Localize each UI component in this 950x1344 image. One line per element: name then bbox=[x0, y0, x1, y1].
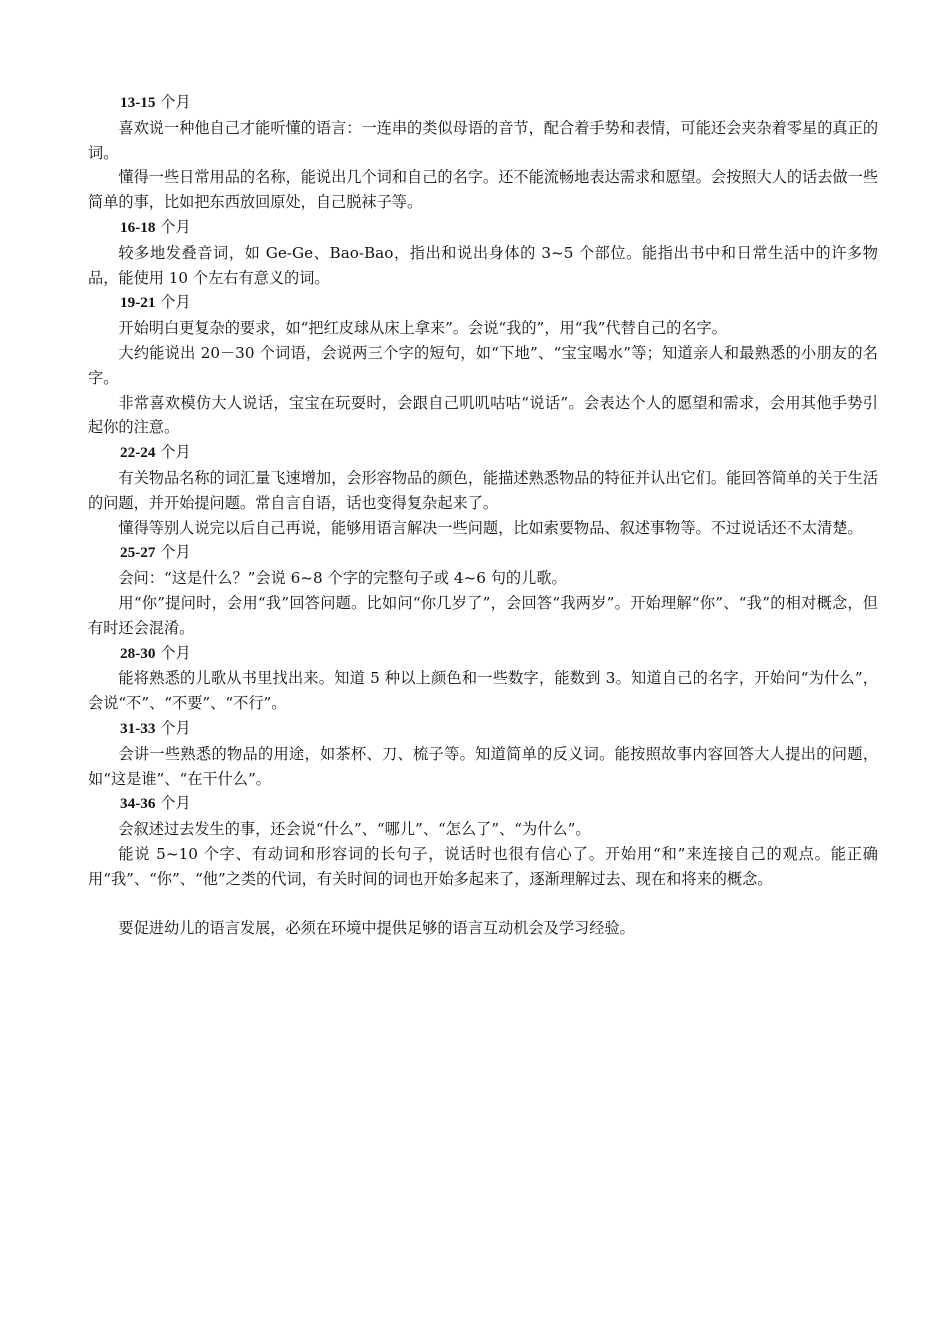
section-13-15 bbox=[88, 90, 878, 215]
paragraph: 能将熟悉的儿歌从书里找出来。知道 5 种以上颜色和一些数字，能数到 3。知道自己的名字，开始问“为什么”，会说“不”、“不要”、“不行”。 bbox=[88, 669, 878, 713]
age-range: 31-33 bbox=[120, 719, 156, 737]
section-heading bbox=[88, 215, 878, 241]
paragraph: 用“你”提问时，会用“我”回答问题。比如问“你几岁了”，会回答“我两岁”。开始理解“你”、“我”的相对概念，但有时还会混淆。 bbox=[88, 593, 878, 637]
section-heading bbox=[88, 716, 878, 742]
paragraph: 较多地发叠音词，如 Ge-Ge、Bao-Bao，指出和说出身体的 3~5 个部位。能指出书中和日常生活中的许多物品，能使用 10 个左右有意义的词。 bbox=[88, 243, 878, 287]
age-range: 22-24 bbox=[120, 444, 156, 462]
age-range: 28-30 bbox=[120, 644, 156, 662]
age-unit: 个月 bbox=[160, 718, 191, 737]
section-heading bbox=[88, 290, 878, 316]
age-range: 19-21 bbox=[120, 294, 156, 312]
paragraph: 有关物品名称的词汇量飞速增加，会形容物品的颜色，能描述熟悉物品的特征并认出它们。能回答简单的关于生活的问题，并开始提问题。常自言自语，话也变得复杂起来了。 bbox=[88, 468, 878, 512]
paragraph: 开始明白更复杂的要求，如“把红皮球从床上拿来”。会说“我的”，用“我”代替自己的名字。 bbox=[118, 319, 727, 338]
section-heading bbox=[88, 90, 878, 116]
section-19-21 bbox=[88, 290, 878, 440]
paragraph: 会叙述过去发生的事，还会说“什么”、“哪儿”、“怎么了”、“为什么”。 bbox=[118, 820, 591, 839]
age-unit: 个月 bbox=[160, 543, 191, 562]
section-16-18 bbox=[88, 215, 878, 290]
age-unit: 个月 bbox=[160, 794, 191, 813]
paragraph: 非常喜欢模仿大人说话，宝宝在玩耍时，会跟自己叽叽咕咕“说话”。会表达个人的愿望和需求，会用其他手势引起你的注意。 bbox=[88, 393, 878, 437]
section-heading bbox=[88, 791, 878, 817]
section-28-30 bbox=[88, 641, 878, 716]
section-heading bbox=[88, 540, 878, 566]
paragraph: 大约能说出 20－30 个词语，会说两三个字的短句，如“下地”、“宝宝喝水”等；知道亲人和最熟悉的小朋友的名字。 bbox=[88, 343, 878, 387]
age-range: 34-36 bbox=[120, 795, 156, 813]
section-31-33 bbox=[88, 716, 878, 791]
age-unit: 个月 bbox=[160, 293, 191, 312]
paragraph: 懂得等别人说完以后自己再说，能够用语言解决一些问题，比如索要物品、叙述事物等。不过说话还不太清楚。 bbox=[118, 518, 863, 537]
footer-note: 要促进幼儿的语言发展，必须在环境中提供足够的语言互动机会及学习经验。 bbox=[118, 918, 635, 937]
age-range: 16-18 bbox=[120, 218, 156, 236]
age-range: 25-27 bbox=[120, 544, 156, 562]
document-page bbox=[88, 90, 878, 940]
age-unit: 个月 bbox=[160, 643, 191, 662]
age-unit: 个月 bbox=[160, 443, 191, 462]
section-heading bbox=[88, 440, 878, 466]
section-34-36 bbox=[88, 791, 878, 891]
section-22-24 bbox=[88, 440, 878, 540]
paragraph: 喜欢说一种他自己才能听懂的语言：一连串的类似母语的音节，配合着手势和表情，可能还会夹杂着零星的真正的词。 bbox=[88, 118, 878, 162]
paragraph: 会问：“这是什么？”会说 6~8 个字的完整句子或 4~6 句的儿歌。 bbox=[118, 569, 567, 588]
section-25-27 bbox=[88, 540, 878, 640]
paragraph: 会讲一些熟悉的物品的用途，如茶杯、刀、梳子等。知道简单的反义词。能按照故事内容回答大人提出的问题，如“这是谁”、“在干什么”。 bbox=[88, 744, 878, 788]
age-unit: 个月 bbox=[160, 93, 191, 111]
age-unit: 个月 bbox=[160, 217, 191, 236]
paragraph: 能说 5~10 个字、有动词和形容词的长句子，说话时也很有信心了。开始用“和”来连接自己的观点。能正确用“我”、“你”、“他”之类的代词，有关时间的词也开始多起来了，逐渐理解过去、现在和将来的概念。 bbox=[88, 844, 878, 888]
section-heading bbox=[88, 641, 878, 667]
paragraph: 懂得一些日常用品的名称，能说出几个词和自己的名字。还不能流畅地表达需求和愿望。会按照大人的话去做一些简单的事，比如把东西放回原处，自己脱袜子等。 bbox=[88, 168, 878, 212]
age-range: 13-15 bbox=[120, 94, 156, 111]
